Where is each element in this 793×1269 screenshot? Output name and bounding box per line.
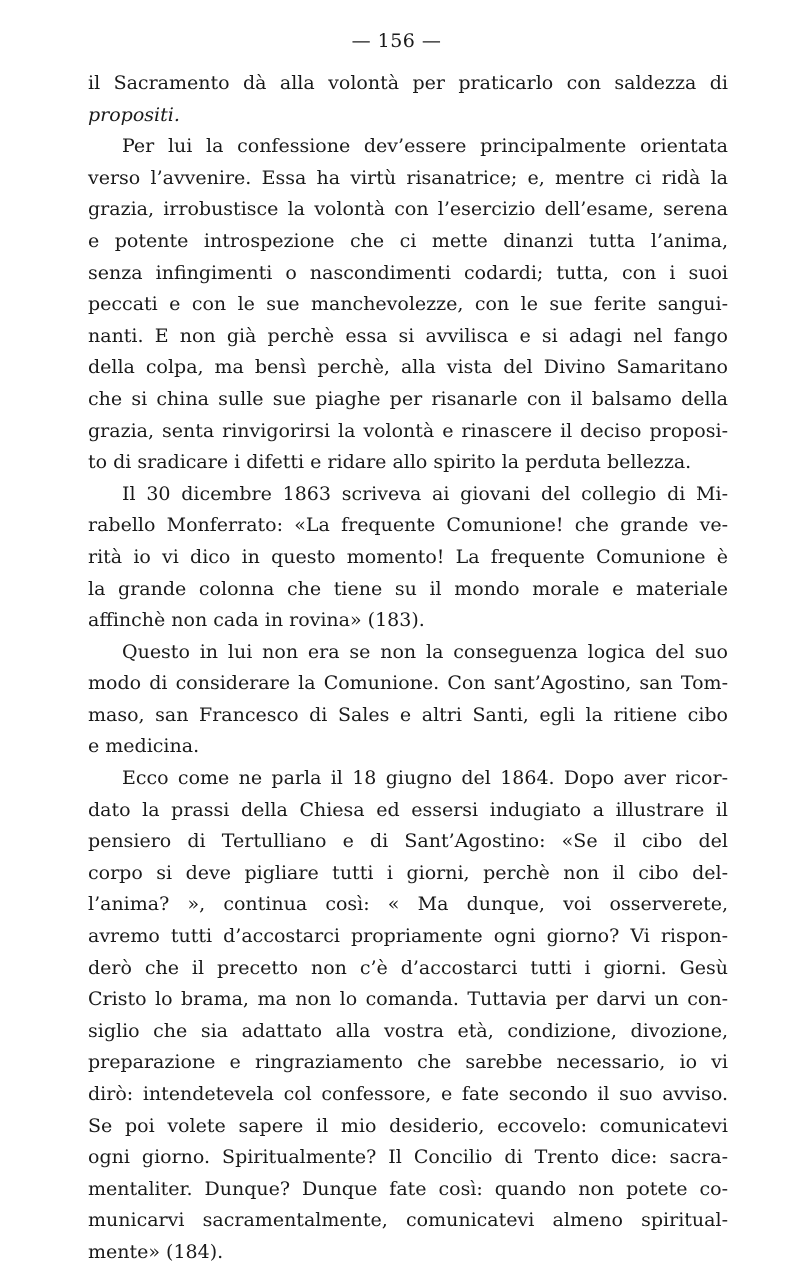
text-line: municarvi sacramentalmente, comunicatevi almeno spiritual- [88,1209,728,1232]
text-line: ogni giorno. Spiritualmente? Il Concilio di Trento dice: sacra- [88,1146,728,1169]
text-line: rità io vi dico in questo momento! La frequente Comunione è [88,545,728,568]
text-line: l’anima? », continua così: « Ma dunque, voi osserverete, [88,893,728,916]
text-line: affinchè non cada in rovina» (183). [88,609,425,632]
text-line: propositi. [88,103,180,126]
text-line: Ecco come ne parla il 18 giugno del 1864. Dopo aver ricor- [122,767,728,790]
text-line: Cristo lo brama, ma non lo comanda. Tuttavia per darvi un con- [88,988,728,1011]
text-line: il Sacramento dà alla volontà per praticarlo con saldezza di [88,72,728,94]
text-line: pensiero di Tertulliano e di Sant’Agostino: «Se il cibo del [88,830,728,853]
text-line: modo di considerare la Comunione. Con sant’Agostino, san Tom- [88,672,728,695]
text-line: grazia, senta rinvigorirsi la volontà e rinascere il deciso proposi- [88,419,728,442]
text-line: corpo si deve pigliare tutti i giorni, perchè non il cibo del- [88,861,728,884]
text-line: nanti. E non già perchè essa si avvilisca e si adagi nel fango [88,324,728,347]
text-line: dirò: intendetevela col confessore, e fate secondo il suo avviso. [88,1083,728,1105]
text-line: mentaliter. Dunque? Dunque fate così: quando non potete co- [88,1177,728,1200]
text-line: peccati e con le sue manchevolezze, con le sue ferite sangui- [88,293,728,316]
text-line: della colpa, ma bensì perchè, alla vista del Divino Samaritano [88,356,728,379]
text-line: verso l’avvenire. Essa ha virtù risanatrice; e, mentre ci ridà la [88,166,728,189]
text-line: to di sradicare i difetti e ridare allo spirito la perduta bellezza. [88,451,692,474]
text-line: Per lui la confessione dev’essere principalmente orientata [122,135,728,158]
text-line: senza infingimenti o nascondimenti codardi; tutta, con i suoi [88,261,728,284]
text-line: siglio che sia adattato alla vostra età, condizione, divozione, [88,1019,728,1042]
text-line: che si china sulle sue piaghe per risanarle con il balsamo della [88,387,728,410]
text-line: preparazione e ringraziamento che sarebbe necessario, io vi [88,1051,728,1074]
text-line: Il 30 dicembre 1863 scriveva ai giovani del collegio di Mi- [122,482,728,505]
text-line: derò che il precetto non c’è d’accostarci tutti i giorni. Gesù [88,956,728,979]
text-line: maso, san Francesco di Sales e altri Santi, egli la ritiene cibo [88,703,728,726]
text-line: grazia, irrobustisce la volontà con l’esercizio dell’esame, serena [88,198,728,221]
text-line: avremo tutti d’accostarci propriamente ogni giorno? Vi rispon- [88,925,728,948]
text-line: dato la prassi della Chiesa ed essersi indugiato a illustrare il [88,798,728,821]
text-line: e potente introspezione che ci mette dinanzi tutta l’anima, [88,229,728,252]
text-line: rabello Monferrato: «La frequente Comunione! che grande ve- [88,514,728,537]
text-line: la grande colonna che tiene su il mondo morale e materiale [88,577,728,600]
body-text [88,68,728,1269]
text-line: Se poi volete sapere il mio desiderio, eccovelo: comunicatevi [88,1114,728,1137]
text-line: Questo in lui non era se non la conseguenza logica del suo [122,640,728,663]
page-number: — 156 — [351,30,442,52]
text-line: mente» (184). [88,1240,224,1263]
text-line: e medicina. [88,735,200,758]
